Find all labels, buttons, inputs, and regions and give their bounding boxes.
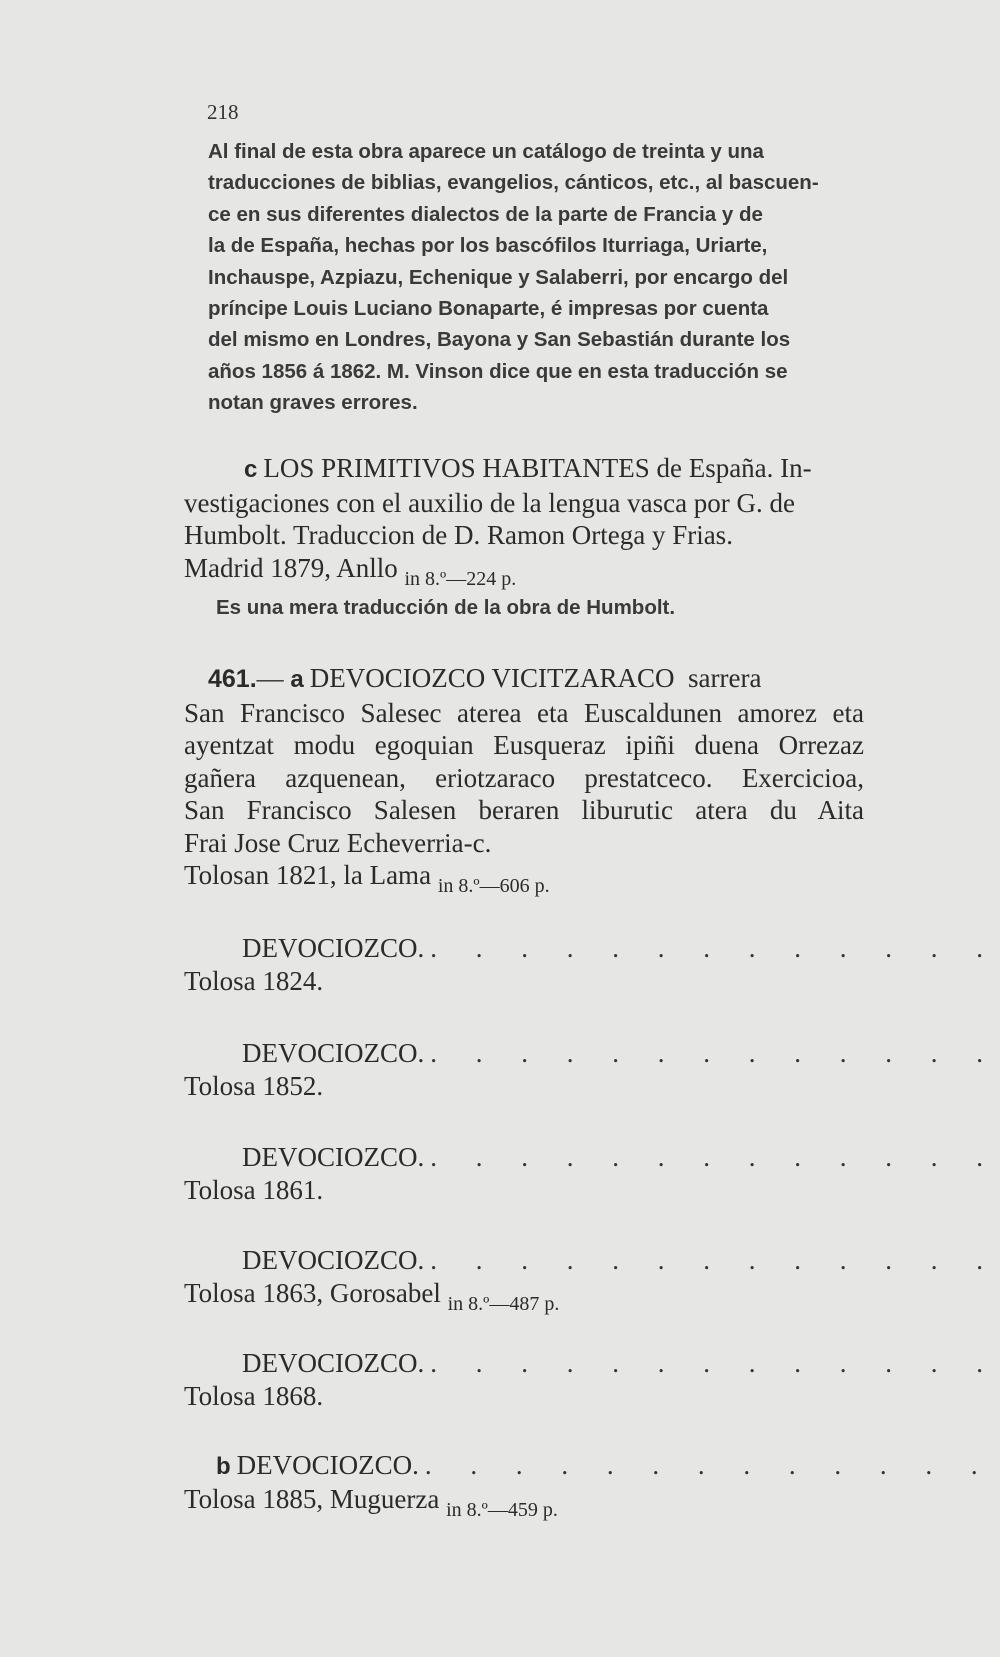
reprint-heading [184,1141,999,1174]
reprint-place: Tolosa 1863, Gorosabel [184,1278,441,1308]
entry-461-line: San Francisco Salesen beraren liburutic atera du Aita [184,795,864,825]
reprint-place: Tolosa 1824. [184,966,324,996]
reprint-entry [184,1347,999,1413]
reprint-title: DEVOCIOZCO. [242,933,425,963]
reprint-title: DEVOCIOZCO. [242,1142,425,1172]
entry-number: 461. [208,665,257,693]
reprint-title: DEVOCIOZCO. [236,1450,419,1480]
reprint-place: Tolosa 1852. [184,1071,324,1101]
entry-461-line: Frai Jose Cruz Echeverria-c. [184,827,492,858]
reprint-heading [184,1347,999,1380]
note-line: años 1856 á 1862. M. Vinson dice que en esta traducción se [208,359,788,383]
entry-title-rest: sarrera [688,663,762,693]
reprint-place: Tolosa 1885, Muguerza [184,1484,440,1514]
reprint-heading [184,1449,994,1483]
leader-dots: . . . . . . . . . . . . . [430,1348,999,1378]
entry-c-line: Humbolt. Traduccion de D. Ramon Ortega y Frias. [184,520,733,550]
note-line: del mismo en Londres, Bayona y San Sebastián durante los [208,328,791,352]
note-line: príncipe Louis Luciano Bonaparte, é impresas por cuenta [208,297,769,321]
reprint-place: Tolosa 1868. [184,1381,324,1411]
entry-title: DEVOCIOZCO VICITZARACO [309,663,675,693]
note-line: Al final de esta obra aparece un catálogo de treinta y una [208,140,764,163]
reprint-heading [184,1037,999,1070]
entry-c-title-line [184,452,864,487]
reprint-place: Tolosa 1861. [184,1175,324,1205]
note-paragraph [188,136,860,419]
imprint-place: Madrid 1879, Anllo [184,552,398,583]
note-line: notan graves errores. [208,391,418,415]
entry-letter: a [290,666,304,693]
note-line: ce en sus diferentes dialectos de la parte de Francia y de [208,202,763,226]
reprint-entry [184,1141,999,1207]
leader-dots: . . . . . . . . . . . . . [430,933,999,963]
entry-461-line: San Francisco Salesec aterea eta Euscaldunen amorez eta [184,697,864,728]
reprint-imprint [184,1277,864,1313]
reprint-entry [184,1037,999,1103]
leader-dots: . . . . . . . . . . . . . [430,1245,999,1275]
entry-461-imprint [184,859,864,895]
entry-c-imprint [184,552,864,588]
entry-letter: c [244,456,258,483]
reprint-heading [184,1244,999,1277]
entry-c-line: vestigaciones con el auxilio de la lengua vasca por G. de [184,487,796,518]
note-line: la de España, hechas por los bascófilos Iturriaga, Uriarte, [208,234,768,258]
entry-461-line: gañera azquenean, eriotzaraco prestatceco. Exercicioa, [184,762,864,793]
format-pages: in 8.º—459 p. [446,1499,558,1521]
entry-461 [184,662,864,895]
format-pages: in 8.º—606 p. [437,875,550,897]
leader-dots: . . . . . . . . . . . . . [430,1142,999,1172]
reprint-title: DEVOCIOZCO. [242,1348,425,1378]
reprint-title: DEVOCIOZCO. [242,1038,425,1068]
note-line: Inchauspe, Azpiazu, Echenique y Salaberri, por encargo del [208,265,789,289]
entry-c-remark: Es una mera traducción de la obra de Humbolt. [216,596,676,619]
reprint-heading [184,932,999,965]
catalog-note [188,136,860,419]
entry-c [184,452,864,590]
note-line: traducciones de biblias, evangelios, cánticos, etc., al bascuen- [208,171,819,195]
reprint-entry [184,932,999,998]
format-pages: in 8.º—224 p. [404,567,517,590]
leader-dots: . . . . . . . . . . . . . [430,1038,999,1068]
entry-title-rest: de España. In- [656,453,812,483]
reprint-entry [184,1449,994,1521]
leader-dots: . . . . . . . . . . . . . [424,1450,994,1480]
entry-letter: b [216,1453,231,1480]
format-pages: in 8.º—487 p. [447,1293,560,1315]
entry-title: LOS PRIMITIVOS HABITANTES [263,453,650,483]
reprint-title: DEVOCIOZCO. [242,1245,425,1275]
page-number: 218 [207,100,239,124]
entry-461-line: ayentzat modu egoquian Eusqueraz ipiñi duena Orrezaz [184,730,864,760]
reprint-imprint [184,1483,864,1519]
reprint-entry [184,1244,999,1315]
entry-dash: — [256,663,291,693]
entry-461-title-line [184,662,864,697]
imprint-place: Tolosan 1821, la Lama [184,860,432,890]
